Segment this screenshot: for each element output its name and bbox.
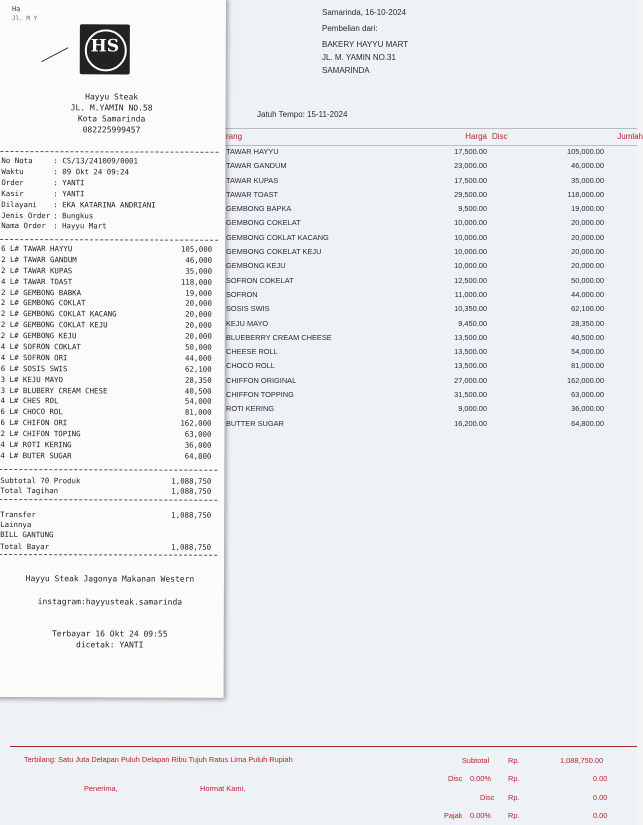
vendor-name: BAKERY HAYYU MART — [322, 40, 409, 49]
store-phone: 082225999457 — [82, 125, 141, 135]
item-name: SOSIS SWIS — [226, 304, 270, 314]
due-date: Jatuh Tempo: 15-11-2024 — [257, 110, 348, 119]
receipt-item — [0, 386, 212, 398]
receipt-item-name: 6 L# CHOCO ROL — [0, 407, 63, 417]
store-logo — [80, 24, 130, 74]
receipt-item-amount: 20,000 — [185, 331, 212, 341]
receipt-item-amount: 64,800 — [184, 451, 212, 461]
separator — [0, 239, 218, 241]
meta-value: : YANTI — [53, 177, 85, 188]
item-total: 162,000.00 — [567, 375, 604, 385]
item-price: 10,000.00 — [454, 232, 487, 242]
receipt-item-amount: 81,000 — [184, 408, 212, 418]
receipt-item — [0, 429, 211, 441]
receipt-item-list — [0, 244, 212, 463]
receipt-item — [0, 244, 212, 256]
receipt-item-amount: 20,000 — [185, 320, 212, 330]
receipt-item — [0, 298, 212, 310]
receipt-item-name: 4 L# ROTI KERING — [0, 440, 72, 450]
store-city: Kota Samarinda — [77, 114, 146, 124]
vendor-city: SAMARINDA — [322, 66, 370, 75]
receipt-item — [0, 375, 212, 387]
disc2-currency: Rp. — [508, 793, 520, 802]
invoice-row — [222, 345, 637, 359]
receipt-item-name: 2 L# GEMBONG COKLAT KACANG — [0, 309, 117, 319]
invoice-row — [222, 145, 637, 159]
item-price: 16,200.00 — [454, 418, 487, 428]
invoice-row — [222, 317, 637, 331]
receipt-item-name: 2 L# CHIFON TOPING — [0, 429, 81, 439]
bill-gantung-label: BILL GANTUNG — [0, 530, 54, 540]
column-item: rang — [226, 132, 243, 141]
disc-label: Disc — [448, 774, 463, 783]
item-total: 19,000.00 — [571, 204, 604, 214]
receipt-item-amount: 40,500 — [184, 386, 212, 396]
receipt-item — [0, 451, 211, 463]
invoice-row — [222, 402, 637, 416]
item-name: ROTI KERING — [226, 404, 275, 414]
subtotal-value: 1,088,750 — [171, 476, 212, 486]
receipt-item-name: 2 L# GEMBONG COKLAT — [0, 298, 86, 308]
disc-value: 0.00 — [593, 774, 608, 783]
invoice-row — [222, 245, 637, 259]
item-total: 40,500.00 — [571, 332, 604, 342]
receipt-item-name: 4 L# BUTER SUGAR — [0, 450, 72, 461]
column-disc: Disc — [492, 132, 508, 141]
separator — [0, 151, 218, 153]
item-name: CHOCO ROLL — [226, 361, 275, 371]
printed-by: dicetak: YANTI — [76, 640, 144, 650]
subtotal-label: Subtotal 70 Produk — [0, 476, 81, 486]
lainnya-label: Lainnya — [0, 520, 32, 530]
item-total: 44,000.00 — [571, 289, 604, 299]
meta-label: Waktu — [1, 166, 24, 176]
column-total: Jumlah — [617, 132, 643, 141]
invoice-date-line: Samarinda, 16-10-2024 — [322, 8, 407, 17]
receipt-item-amount: 54,000 — [184, 397, 212, 407]
invoice-item-list — [222, 145, 637, 431]
item-total: 63,000.00 — [571, 390, 604, 400]
item-total: 20,000.00 — [571, 247, 604, 257]
receipt-item-amount: 20,000 — [185, 299, 212, 309]
invoice-row — [222, 274, 637, 288]
item-total: 64,800.00 — [571, 418, 604, 428]
receipt-item-amount: 35,000 — [185, 266, 213, 276]
meta-label: Order — [1, 177, 24, 187]
hormat-kami-label: Hormat Kami, — [200, 784, 246, 793]
item-price: 10,000.00 — [454, 218, 487, 228]
item-name: TAWAR GANDUM — [226, 161, 287, 171]
invoice-row — [222, 216, 637, 230]
item-price: 17,500.00 — [454, 147, 487, 156]
disc2-value: 0.00 — [593, 793, 608, 802]
receipt-item — [0, 288, 212, 300]
receipt-item — [0, 266, 212, 278]
item-name: GEMBONG BAPKA — [226, 204, 292, 214]
item-total: 105,000.00 — [567, 147, 604, 156]
meta-value: : YANTI — [53, 188, 85, 198]
receipt-item — [0, 342, 212, 354]
receipt-item — [0, 364, 212, 376]
invoice-row — [222, 231, 637, 245]
receipt-item-name: 6 L# TAWAR HAYYU — [1, 244, 73, 254]
meta-value: : CS/13/241009/0001 — [53, 156, 138, 166]
subtotal-value: 1,088,750.00 — [560, 756, 604, 765]
receipt-item — [0, 353, 212, 365]
item-name: SOFRON — [226, 289, 258, 299]
tagline: Hayyu Steak Jagonya Makanan Western — [25, 574, 195, 584]
receipt-item-name: 4 L# SOFRON COKLAT — [0, 342, 81, 352]
receipt-item-name: 3 L# KEJU MAYO — [0, 374, 63, 384]
receipt-item-amount: 118,000 — [180, 277, 213, 287]
store-name: Hayyu Steak — [85, 92, 139, 102]
item-name: CHIFFON ORIGINAL — [226, 375, 297, 385]
receipt-item — [0, 396, 212, 408]
pajak-percent: 0.00% — [470, 811, 491, 820]
receipt-item-name: 6 L# SOSIS SWIS — [0, 363, 68, 374]
meta-label: Dilayani — [1, 199, 37, 209]
instagram-handle: instagram:hayyusteak.samarinda — [37, 597, 183, 607]
item-total: 35,000.00 — [571, 175, 604, 185]
item-price: 31,500.00 — [454, 390, 487, 400]
item-name: TAWAR KUPAS — [226, 175, 279, 185]
total-tagihan-label: Total Tagihan — [0, 486, 59, 496]
receipt-item — [0, 407, 212, 419]
subtotal-currency: Rp. — [508, 756, 520, 765]
transfer-value: 1,088,750 — [171, 510, 212, 520]
purchase-from-label: Pembelian dari: — [322, 24, 378, 33]
receipt-item — [0, 309, 212, 321]
receipt-item-name: 2 L# TAWAR KUPAS — [1, 265, 73, 276]
receipt-item-amount: 20,000 — [185, 309, 212, 320]
receipt-item-name: 4 L# SOFRON ORI — [0, 352, 68, 363]
item-total: 50,000.00 — [571, 275, 604, 285]
invoice-row — [222, 359, 637, 373]
invoice-row — [222, 259, 637, 273]
invoice-column-header — [222, 128, 643, 146]
item-name: GEMBONG COKELAT KEJU — [226, 247, 322, 257]
receipt-item-name: 6 L# CHIFON ORI — [0, 418, 68, 428]
receipt-item — [0, 320, 212, 332]
item-name: BUTTER SUGAR — [226, 418, 284, 428]
meta-label: No Nota — [1, 156, 33, 166]
total-bayar-value: 1,088,750 — [171, 542, 212, 552]
logo-monogram: HS — [90, 36, 120, 57]
item-name: CHEESE ROLL — [226, 347, 278, 357]
item-price: 10,000.00 — [454, 247, 487, 257]
subtotal-label: Subtotal — [462, 756, 490, 765]
meta-value: : 09 Okt 24 09:24 — [53, 167, 130, 177]
meta-label: Nama Order — [1, 221, 46, 231]
item-price: 23,000.00 — [454, 161, 487, 171]
item-total: 118,000.00 — [567, 189, 604, 199]
item-total: 62,100.00 — [571, 304, 604, 314]
item-total: 46,000.00 — [571, 161, 604, 171]
receipt-item — [0, 331, 212, 343]
item-total: 20,000.00 — [571, 261, 604, 271]
receipt-item-name: 3 L# BLUBERY CREAM CHESE — [0, 385, 108, 395]
meta-value: : Bungkus — [53, 210, 94, 220]
receipt-item — [0, 418, 212, 430]
item-price: 9,500.00 — [458, 204, 487, 214]
separator — [0, 554, 217, 556]
invoice-row — [222, 388, 637, 402]
receipt-item-amount: 46,000 — [185, 255, 213, 265]
column-price: Harga — [465, 132, 487, 141]
disc-percent: 0.00% — [470, 774, 491, 783]
receipt-item-amount: 28,350 — [184, 375, 212, 385]
invoice-row — [222, 159, 637, 173]
item-price: 9,450.00 — [458, 318, 487, 328]
invoice-row — [222, 174, 637, 188]
item-name: GEMBONG COKLAT KACANG — [226, 232, 329, 242]
disc2-label: Disc — [480, 793, 495, 802]
receipt-item — [0, 440, 211, 452]
terbilang-text: Terbilang: Satu Juta Delapan Puluh Delapan Ribu Tujuh Ratus Lima Puluh Rupiah — [24, 755, 293, 764]
total-tagihan-value: 1,088,750 — [171, 486, 212, 496]
item-total: 28,350.00 — [571, 318, 604, 328]
separator — [0, 499, 217, 501]
peek-text-2: Jl. M Y — [11, 15, 38, 23]
item-price: 17,500.00 — [454, 175, 487, 185]
transfer-label: Transfer — [0, 510, 36, 520]
item-price: 13,500.00 — [454, 361, 487, 371]
item-price: 12,500.00 — [454, 275, 487, 285]
vendor-address: JL. M. YAMIN NO.31 — [322, 53, 396, 62]
meta-value: : EKA KATARINA ANDRIANI — [53, 199, 156, 210]
receipt-item-amount: 44,000 — [185, 353, 212, 363]
receipt-item-name: 4 L# CHES ROL — [0, 396, 59, 406]
receipt-item-name: 2 L# GEMBONG KEJU — [0, 331, 77, 341]
item-total: 20,000.00 — [571, 218, 604, 228]
invoice-row — [222, 374, 637, 388]
meta-label: Jenis Order — [1, 210, 51, 220]
meta-value: : Hayyu Mart — [53, 221, 107, 231]
item-price: 11,000.00 — [454, 289, 487, 299]
item-name: TAWAR HAYYU — [226, 147, 279, 156]
receipt-item-amount: 19,000 — [185, 288, 212, 298]
item-price: 10,000.00 — [454, 261, 487, 271]
item-price: 9,000.00 — [458, 404, 487, 414]
invoice-row — [222, 202, 637, 216]
receipt-item-amount: 62,100 — [184, 364, 212, 374]
peek-text-1: Ha — [11, 5, 21, 14]
item-name: KEJU MAYO — [226, 318, 269, 328]
item-price: 13,500.00 — [454, 347, 487, 357]
receipt-item-amount: 162,000 — [180, 418, 212, 428]
item-name: GEMBONG KEJU — [226, 261, 286, 271]
invoice-row — [222, 288, 637, 302]
receipt-item-amount: 63,000 — [184, 429, 212, 439]
item-name: GEMBONG COKELAT — [226, 218, 301, 228]
total-bayar-label: Total Bayar — [0, 542, 50, 552]
receipt-item — [0, 277, 212, 289]
invoice-row — [222, 188, 637, 202]
invoice-row — [222, 302, 637, 316]
item-total: 36,000.00 — [571, 404, 604, 414]
receipt-item-amount: 105,000 — [180, 244, 213, 254]
item-price: 13,500.00 — [454, 332, 487, 342]
pajak-currency: Rp. — [508, 811, 520, 820]
disc-currency: Rp. — [508, 774, 520, 783]
receipt-item-name: 2 L# GEMBONG BABKA — [0, 287, 82, 297]
paid-timestamp: Terbayar 16 Okt 24 09:55 — [51, 629, 168, 639]
receipt-item-amount: 36,000 — [184, 440, 212, 450]
invoice-row — [222, 417, 637, 431]
item-price: 29,500.00 — [454, 189, 487, 199]
footer-divider — [10, 746, 637, 747]
item-total: 81,000.00 — [571, 361, 604, 371]
separator — [0, 469, 217, 471]
receipt-item-name: 4 L# TAWAR TOAST — [0, 276, 73, 286]
receipt-item-name: 2 L# TAWAR GANDUM — [1, 254, 77, 265]
pajak-label: Pajak — [444, 811, 463, 820]
store-address: JL. M.YAMIN NO.58 — [70, 103, 153, 113]
item-price: 27,000.00 — [454, 375, 487, 385]
item-total: 54,000.00 — [571, 347, 604, 357]
item-name: BLUEBERRY CREAM CHEESE — [226, 332, 332, 342]
receipt-item-name: 2 L# GEMBONG COKLAT KEJU — [0, 320, 108, 330]
meta-label: Kasir — [1, 188, 24, 198]
item-price: 10,350.00 — [454, 304, 487, 314]
item-total: 20,000.00 — [571, 232, 604, 242]
item-name: CHIFFON TOPPING — [226, 390, 294, 400]
penerima-label: Penerima, — [84, 784, 118, 793]
item-name: SOFRON COKELAT — [226, 275, 294, 285]
thermal-receipt — [0, 0, 226, 698]
item-name: TAWAR TOAST — [226, 189, 279, 199]
receipt-item — [0, 255, 212, 267]
pen-mark — [41, 47, 68, 62]
invoice-row — [222, 331, 637, 345]
receipt-item-amount: 50,000 — [185, 342, 212, 352]
pajak-value: 0.00 — [593, 811, 608, 820]
